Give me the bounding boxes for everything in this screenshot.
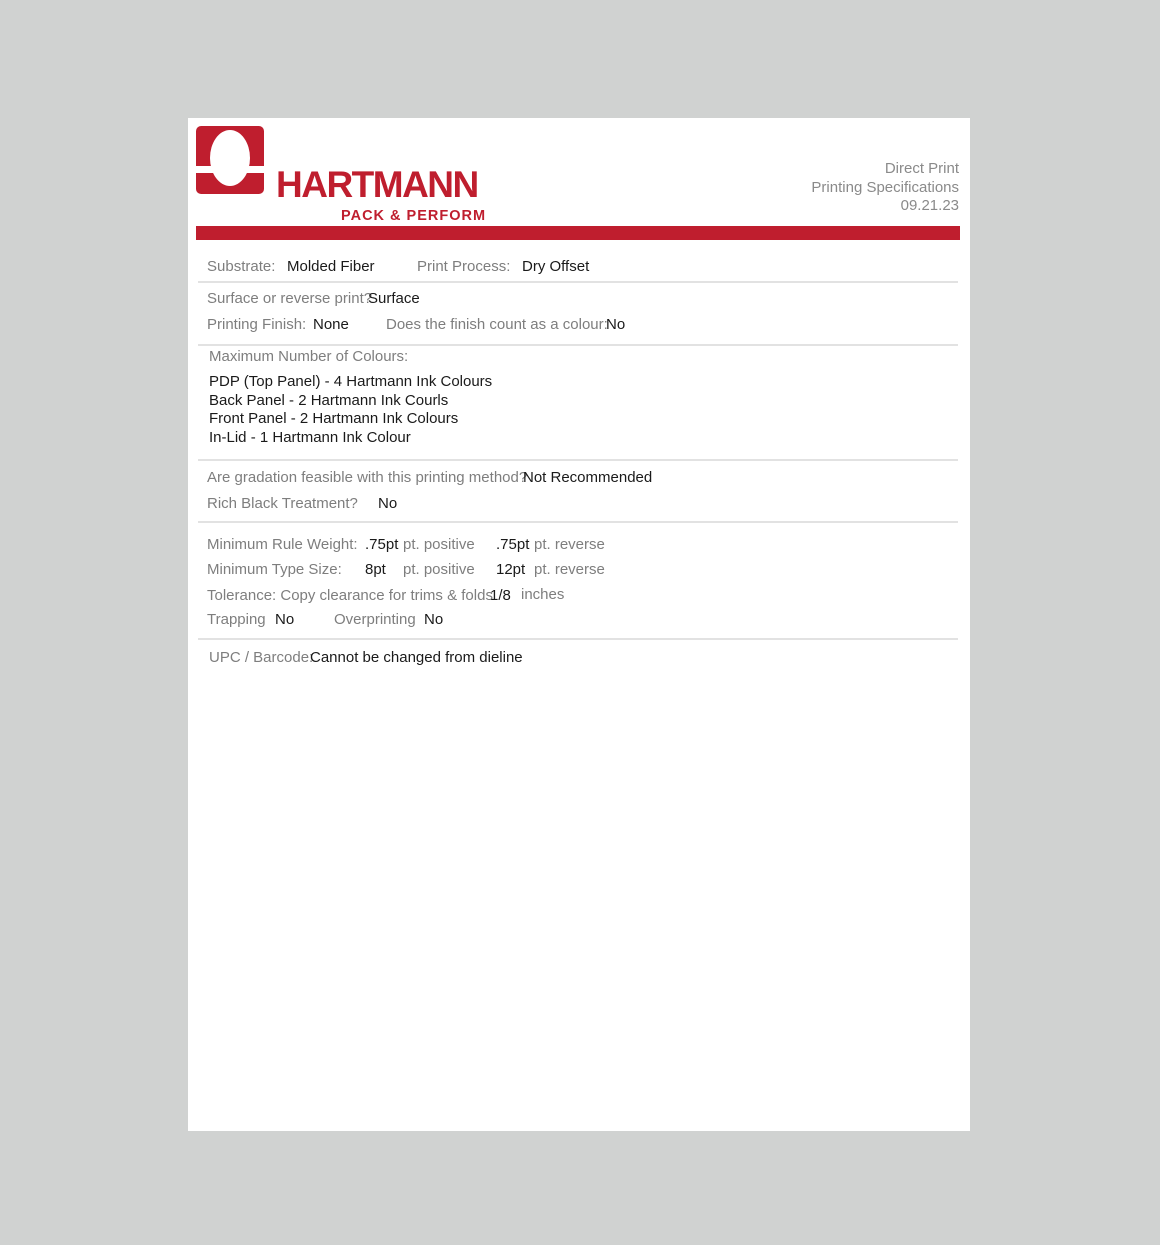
printing-finish-value: None <box>313 316 349 333</box>
header-red-bar <box>196 226 960 240</box>
min-rule-weight-label: Minimum Rule Weight: <box>207 536 358 553</box>
print-process-value: Dry Offset <box>522 258 590 275</box>
min-type-size-positive-value: 8pt <box>365 561 386 578</box>
document-date: 09.21.23 <box>900 197 959 214</box>
hartmann-logo-mark-icon <box>196 126 268 198</box>
max-colours-list <box>209 373 492 447</box>
section-divider <box>198 638 958 640</box>
min-type-size-reverse-value: 12pt <box>496 561 526 578</box>
hartmann-logo <box>196 126 496 226</box>
upc-value: Cannot be changed from dieline <box>310 649 523 666</box>
gradation-label: Are gradation feasible with this printing method? <box>207 469 528 486</box>
gradation-value: Not Recommended <box>523 469 653 486</box>
document-subtitle: Printing Specifications <box>811 178 959 196</box>
section-divider <box>198 281 958 283</box>
document-type: Direct Print <box>884 160 959 177</box>
list-item: In-Lid - 1 Hartmann Ink Colour <box>209 428 411 446</box>
overprinting-label: Overprinting <box>334 611 416 628</box>
print-process-label: Print Process: <box>417 258 511 275</box>
upc-label: UPC / Barcode: <box>209 649 314 666</box>
brand-tagline: PACK & PERFORM <box>341 208 487 224</box>
tolerance-label: Tolerance: Copy clearance for trims & folds <box>207 587 493 604</box>
min-type-size-positive-unit: pt. positive <box>403 561 475 578</box>
min-rule-weight-reverse-value: .75pt <box>496 536 530 553</box>
document-header <box>811 160 959 216</box>
overprinting-value: No <box>424 611 444 628</box>
min-rule-weight-reverse-unit: pt. reverse <box>534 536 605 553</box>
trapping-value: No <box>275 611 295 628</box>
min-type-size-label: Minimum Type Size: <box>207 561 342 578</box>
spec-sheet <box>188 118 970 1131</box>
rich-black-value: No <box>378 495 398 512</box>
min-rule-weight-positive-value: .75pt <box>365 536 399 553</box>
list-item: Front Panel - 2 Hartmann Ink Colours <box>209 410 459 428</box>
section-divider <box>198 521 958 523</box>
surface-reverse-value: Surface <box>368 290 420 307</box>
surface-reverse-label: Surface or reverse print? <box>207 290 373 307</box>
trapping-label: Trapping <box>207 611 266 628</box>
finish-counts-value: No <box>606 316 626 333</box>
tolerance-unit: inches <box>521 586 565 603</box>
section-divider <box>198 459 958 461</box>
min-type-size-reverse-unit: pt. reverse <box>534 561 605 578</box>
section-divider <box>198 344 958 346</box>
list-item: Back Panel - 2 Hartmann Ink Courls <box>209 391 449 409</box>
finish-counts-label: Does the finish count as a colour: <box>386 316 608 333</box>
max-colours-label: Maximum Number of Colours: <box>209 348 409 365</box>
substrate-value: Molded Fiber <box>287 258 375 275</box>
printing-finish-label: Printing Finish: <box>207 316 307 333</box>
min-rule-weight-positive-unit: pt. positive <box>403 536 475 553</box>
list-item: PDP (Top Panel) - 4 Hartmann Ink Colours <box>209 373 493 390</box>
tolerance-value: 1/8 <box>490 587 511 604</box>
substrate-label: Substrate: <box>207 258 276 275</box>
brand-name: HARTMANN <box>276 164 478 205</box>
rich-black-label: Rich Black Treatment? <box>207 495 358 512</box>
